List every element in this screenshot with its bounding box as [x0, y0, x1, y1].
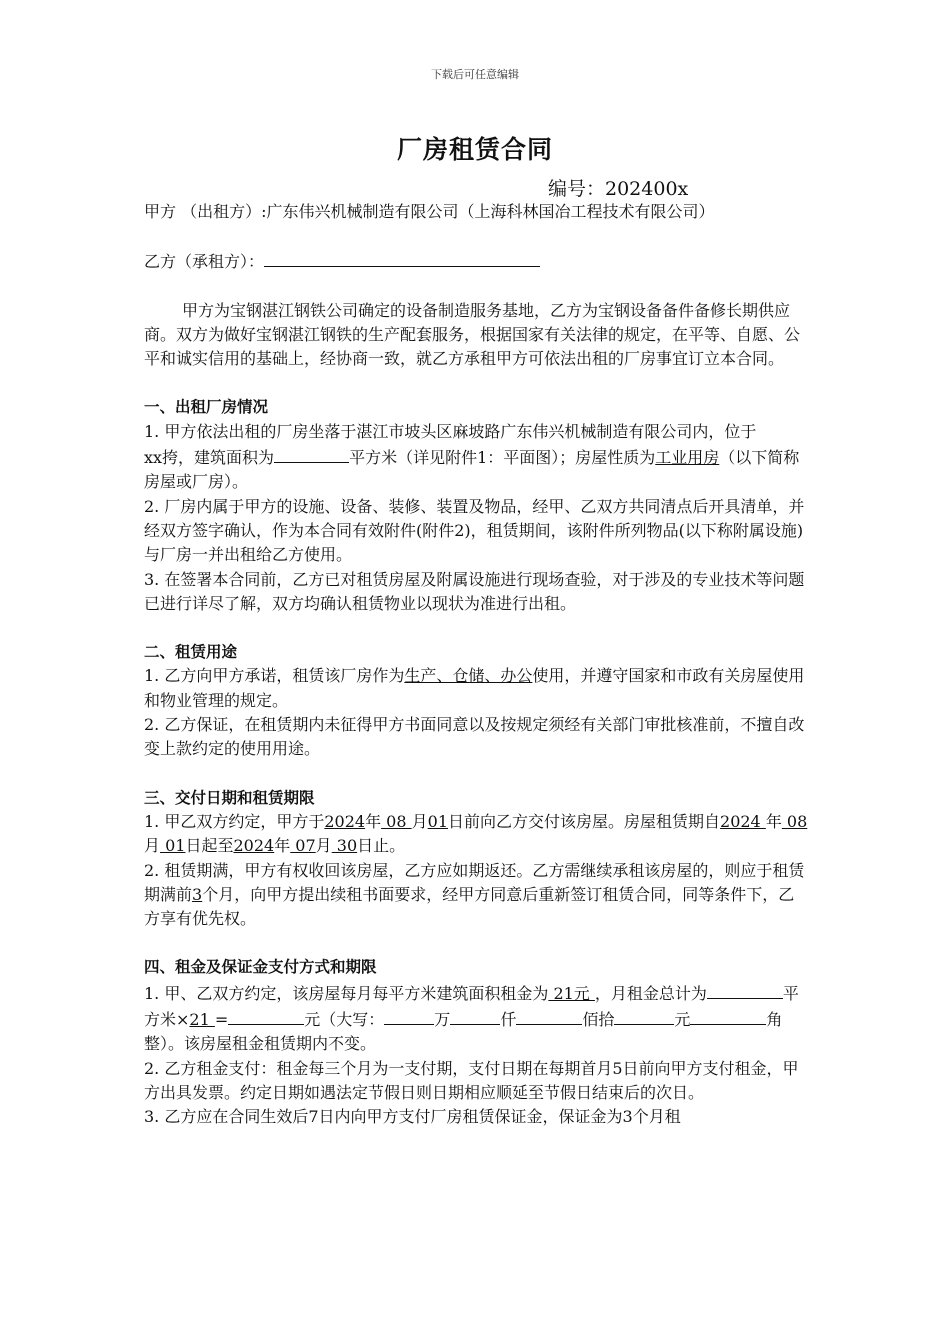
s4-p1-text-e: 元（大写：: [304, 1010, 385, 1030]
area-blank: [274, 444, 349, 463]
delivery-day: 01: [427, 811, 448, 831]
jiao-blank: [690, 1006, 766, 1025]
section-3-item-1: [144, 810, 810, 859]
section-1-heading: 一、出租厂房情况: [144, 398, 269, 417]
year-char: 年: [274, 836, 291, 856]
end-month: 07: [290, 836, 316, 856]
section-1-item-1: [144, 420, 810, 495]
s3-p1-text-d: 日止。: [357, 836, 406, 856]
party-b-line: [144, 248, 810, 274]
section-2-item-2: 2. 乙方保证，在租赁期内未征得甲方书面同意以及按规定须经有关部门审批核准前，不擅自改变上款约定的使用用途。: [144, 715, 805, 759]
party-b-blank: [264, 248, 540, 267]
header-note: 下载后可任意编辑: [431, 68, 519, 81]
s3-p1-text-c: 日起至: [185, 836, 234, 856]
month-char: 月: [411, 811, 428, 831]
contract-number: 编号：202400x: [548, 178, 689, 200]
section-3-heading: 三、交付日期和租赁期限: [144, 788, 315, 807]
s4-p1-text-b: ，月租金总计为: [594, 983, 707, 1003]
delivery-year: 2024: [324, 811, 366, 831]
year-char: 年: [765, 811, 782, 831]
s4-p1-text-c: 平方米×: [144, 983, 799, 1030]
s4-p1-text-a: 1. 甲、乙双方约定，该房屋每月每平方米建筑面积租金为: [144, 983, 549, 1003]
rent-rate-multiplier: 21: [189, 1010, 215, 1030]
party-a-line: [144, 200, 810, 224]
s1-p1-text-a: 1. 甲方依法出租的厂房坐落于湛江市坡头区麻坡路广东伟兴机械制造有限公司内，位于: [144, 421, 757, 441]
start-day: 01: [160, 836, 186, 856]
month-char: 月: [315, 836, 332, 856]
rent-area-blank: [707, 980, 783, 999]
s1-p1-text-c: 平方米（详见附件1：平面图）；房屋性质为: [349, 448, 656, 468]
property-usage: 工业用房: [655, 448, 720, 468]
s4-p1-text-f: 角整）。该房屋租金租赁期内不变。: [144, 1010, 783, 1054]
contract-title: 厂房租赁合同: [396, 135, 553, 164]
party-a-label: 甲方 （出租方）:: [144, 202, 267, 221]
start-year: 2024: [720, 811, 766, 831]
s2-p1-text-a: 1. 乙方向甲方承诺，租赁该厂房作为: [144, 666, 405, 686]
equals-sign: =: [214, 1010, 229, 1030]
party-a-name: 广东伟兴机械制造有限公司（上海科林国冶工程技术有限公司）: [266, 202, 715, 221]
end-day: 30: [331, 836, 358, 856]
shi-blank: [614, 1006, 674, 1025]
wan-char: 万: [434, 1010, 451, 1030]
section-1-item-3: 3. 在签署本合同前，乙方已对租赁房屋及附属设施进行现场查验，对于涉及的专业技术等问题已进行详尽了解，双方均确认租赁物业以现状为准进行出租。: [144, 569, 805, 613]
s1-p1-text-b: xx挎，建筑面积为: [144, 448, 275, 468]
rent-total-blank: [228, 1006, 304, 1025]
year-char: 年: [365, 811, 382, 831]
end-year: 2024: [233, 836, 275, 856]
qian-char: 仟: [500, 1010, 517, 1030]
s3-p2-text-a: 2. 租赁期满，甲方有权收回该房屋，乙方应如期返还。乙方需继续承租该房屋的，则应于租赁期满前: [144, 860, 805, 904]
s2-p1-text-b: 使用，并遵守国家和市政有关房屋使用和物业管理的规定。: [144, 666, 805, 710]
s1-p1-text-d: （以下简称房屋或厂房）。: [144, 448, 800, 492]
section-2-heading: 二、租赁用途: [144, 643, 238, 662]
qian-blank: [450, 1006, 500, 1025]
s3-p2-text-b: 个月，向甲方提出续租书面要求，经甲方同意后重新签订租赁合同，同等条件下，乙方享有优先权。: [144, 884, 795, 929]
bai-blank: [516, 1006, 582, 1025]
contract-body: [144, 200, 810, 1130]
yuan-char: 元: [674, 1010, 691, 1030]
s3-p1-text-b: 日前向乙方交付该房屋。房屋租赁期自: [448, 811, 721, 831]
lease-use: 生产、仓储、办公: [404, 666, 533, 686]
shi-char: 拾: [598, 1010, 615, 1030]
section-4-heading: 四、租金及保证金支付方式和期限: [144, 958, 377, 977]
renewal-notice-months: 3: [192, 884, 203, 904]
bai-char: 佰: [582, 1010, 599, 1030]
section-3-item-2: [144, 859, 810, 932]
section-4-item-3: 3. 乙方应在合同生效后7日内向甲方支付厂房租赁保证金，保证金为3个月租: [144, 1107, 681, 1127]
section-4-item-1: [144, 980, 810, 1057]
start-month: 08: [781, 811, 808, 831]
party-b-label: 乙方（承租方）：: [144, 252, 265, 272]
delivery-month: 08: [381, 811, 412, 831]
section-2-item-1: [144, 664, 810, 713]
rent-rate: 21元: [548, 983, 595, 1003]
wan-blank: [384, 1006, 434, 1025]
section-1-item-2: 2. 厂房内属于甲方的设施、设备、装修、装置及物品，经甲、乙双方共同清点后开具清单，并经双方签字确认，作为本合同有效附件(附件2)，租赁期间，该附件所列物品(以下称附属设施)与厂房一并出租给乙方使用。: [144, 496, 805, 565]
preamble: 甲方为宝钢湛江钢铁公司确定的设备制造服务基地，乙方为宝钢设备备件备修长期供应商。双方为做好宝钢湛江钢铁的生产配套服务，根据国家有关法律的规定，在平等、自愿、公平和诚实信用的基础上，经协商一致，就乙方承租甲方可依法出租的厂房事宜订立本合同。: [144, 300, 801, 369]
s3-p1-text-a: 1. 甲乙双方约定，甲方于: [144, 811, 325, 831]
section-4-item-2: 2. 乙方租金支付：租金每三个月为一支付期，支付日期在每期首月5日前向甲方支付租金，甲方出具发票。约定日期如遇法定节假日则日期相应顺延至节假日结束后的次日。: [144, 1058, 799, 1102]
month-char: 月: [144, 836, 161, 856]
